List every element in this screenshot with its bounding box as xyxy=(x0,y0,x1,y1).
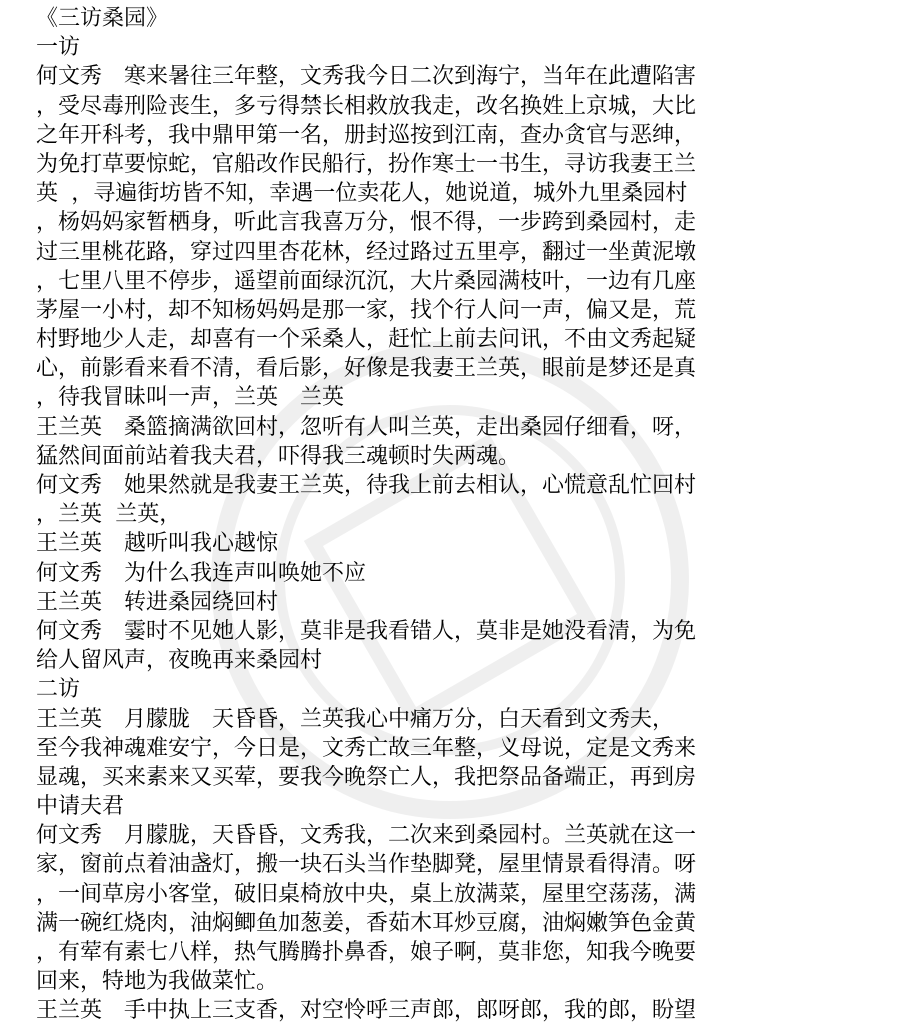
text-line: 何文秀 寒来暑往三年整，文秀我今日二次到海宁，当年在此遭陷害 xyxy=(36,64,697,90)
text-line: 家，窗前点着油盏灯，搬一块石头当作垫脚凳，屋里情景看得清。呀 xyxy=(36,852,697,878)
text-line: ，一间草房小客堂，破旧桌椅放中央，桌上放满菜，屋里空荡荡，满 xyxy=(36,881,697,907)
text-line: 之年开科考，我中鼎甲第一名，册封巡按到江南，查办贪官与恶绅， xyxy=(36,122,697,148)
text-line: 过三里桃花路，穿过四里杏花林，经过路过五里亭，翻过一坐黄泥墩 xyxy=(36,239,697,265)
text-line: 显魂，买来素来又买荤，要我今晚祭亡人，我把祭品备端正，再到房 xyxy=(36,764,697,790)
text-line: ，兰英 兰英， xyxy=(36,502,182,528)
text-line: 给人留风声，夜晚再来桑园村 xyxy=(36,648,323,674)
text-line: 何文秀 霎时不见她人影，莫非是我看错人，莫非是她没看清，为免 xyxy=(36,618,697,644)
document-title: 《三访桑园》 xyxy=(36,6,169,31)
text-line: ，待我冒昧叫一声，兰英 兰英 xyxy=(36,385,345,411)
text-line: 何文秀 月朦胧，天昏昏，文秀我，二次来到桑园村。兰英就在这一 xyxy=(36,823,697,849)
text-line: 村野地少人走，却喜有一个采桑人，赶忙上前去问讯，不由文秀起疑 xyxy=(36,327,697,353)
text-line: 英 ，寻遍街坊皆不知，幸遇一位卖花人，她说道，城外九里桑园村 xyxy=(36,181,688,207)
text-line: 王兰英 手中执上三支香，对空怜呼三声郎，郎呀郎，我的郎，盼望 xyxy=(36,998,697,1024)
text-line: ，七里八里不停步，遥望前面绿沉沉，大片桑园满枝叶，一边有几座 xyxy=(36,268,697,294)
text-line: 心，前影看来看不清，看后影，好像是我妻王兰英，眼前是梦还是真 xyxy=(36,356,697,382)
text-line: ，有荤有素七八样，热气腾腾扑鼻香，娘子啊，莫非您，知我今晚要 xyxy=(36,940,697,965)
text-line: ，受尽毒刑险丧生，多亏得禁长相救放我走，改名换姓上京城，大比 xyxy=(36,93,697,119)
section-heading: 一访 xyxy=(36,35,81,61)
section-heading: 二访 xyxy=(36,677,81,703)
document-body xyxy=(36,4,874,1026)
text-line: 王兰英 桑篮摘满欲回村，忽听有人叫兰英，走出桑园仔细看，呀， xyxy=(36,414,697,440)
text-line: 王兰英 月朦胧 天昏昏，兰英我心中痛万分，白天看到文秀夫， xyxy=(36,706,675,732)
text-line: 何文秀 她果然就是我妻王兰英，待我上前去相认，心慌意乱忙回村 xyxy=(36,473,697,498)
text-line: ，杨妈妈家暂栖身，听此言我喜万分，恨不得，一步跨到桑园村，走 xyxy=(36,210,697,236)
text-line: 茅屋一小村，却不知杨妈妈是那一家，找个行人问一声，偏又是，荒 xyxy=(36,297,697,323)
text-line: 为免打草要惊蛇，官船改作民船行，扮作寒士一书生，寻访我妻王兰 xyxy=(36,151,697,177)
text-line: 中请夫君 xyxy=(36,794,125,820)
text-line: 至今我神魂难安宁，今日是，文秀亡故三年整，义母说，定是文秀来 xyxy=(36,735,697,761)
text-line: 满一碗红烧肉，油焖鲫鱼加葱姜，香茹木耳炒豆腐，油焖嫩笋色金黄 xyxy=(36,910,697,936)
text-line: 王兰英 越听叫我心越惊 xyxy=(36,531,279,557)
text-line: 猛然间面前站着我夫君，吓得我三魂顿时失两魂。 xyxy=(36,443,521,469)
text-line: 何文秀 为什么我连声叫唤她不应 xyxy=(36,560,367,586)
text-line: 王兰英 转进桑园绕回村 xyxy=(36,589,279,615)
text-line: 回来，特地为我做菜忙。 xyxy=(36,969,279,995)
